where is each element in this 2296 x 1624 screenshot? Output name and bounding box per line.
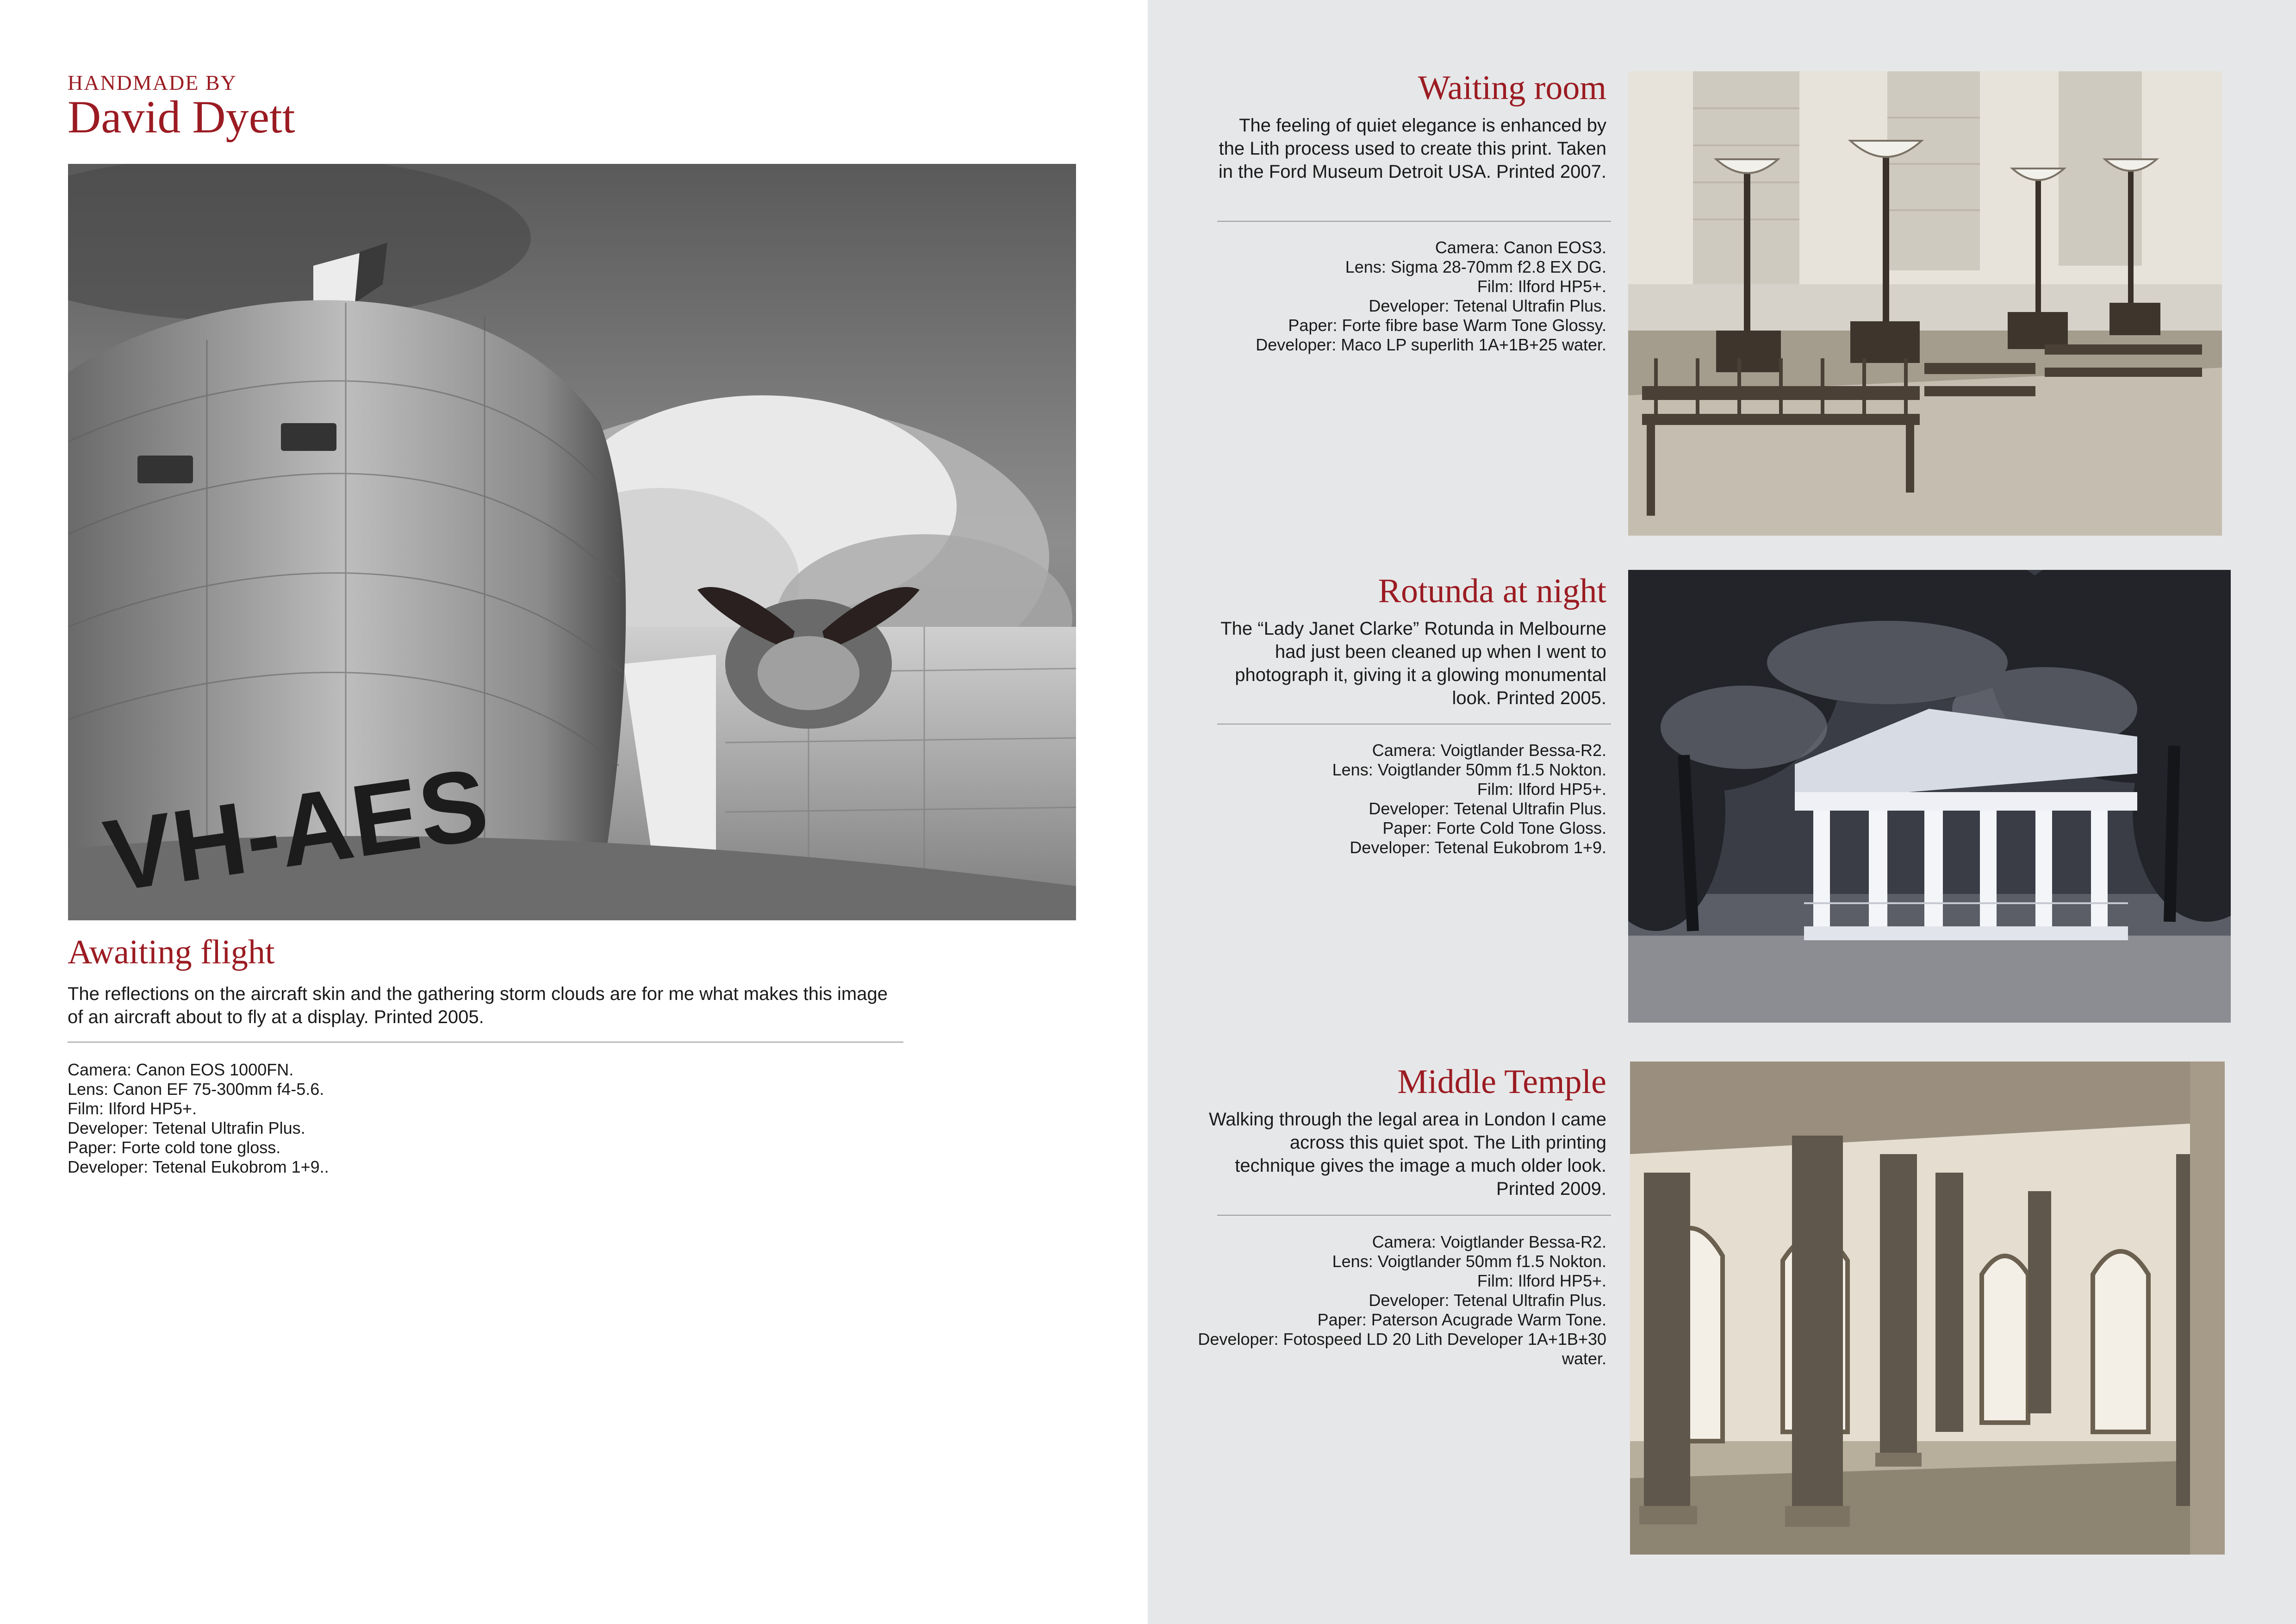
spec-line: Film: Ilford HP5+.: [68, 1099, 197, 1118]
awaiting-flight-photo: [68, 164, 1076, 920]
spec-line: Developer: Tetenal Ultrafin Plus.: [1369, 1291, 1606, 1310]
spec-line: Paper: Forte fibre base Warm Tone Glossy.: [1288, 316, 1606, 335]
spec-line: Lens: Canon EF 75-300mm f4-5.6.: [68, 1080, 324, 1099]
specs-middle-temple: [1190, 1232, 1606, 1368]
author-name: David Dyett: [68, 91, 295, 143]
divider: [1217, 1215, 1611, 1216]
spec-line: Film: Ilford HP5+.: [1477, 780, 1606, 799]
header-kicker: HANDMADE BY: [68, 71, 237, 94]
article-title-awaiting-flight: Awaiting flight: [68, 933, 275, 971]
spec-line: Camera: Canon EOS 1000FN.: [68, 1060, 294, 1079]
spec-line: Lens: Voigtlander 50mm f1.5 Nokton.: [1332, 1252, 1606, 1271]
divider: [68, 1042, 903, 1043]
article-description-rotunda-at-night: The “Lady Janet Clarke” Rotunda in Melbourne had just been cleaned up when I went to photograph it, giving it a glowing monumental look. Printed 2005.: [1220, 618, 1606, 708]
spec-line: Developer: Tetenal Eukobrom 1+9..: [68, 1157, 329, 1176]
specs-waiting-room: [1190, 238, 1606, 355]
article-description-awaiting-flight: The reflections on the aircraft skin and the gathering storm clouds are for me what makes this image of an aircraft about to fly at a display. Printed 2005.: [68, 984, 888, 1027]
article-title-rotunda-at-night: Rotunda at night: [1378, 572, 1606, 610]
spec-line: Paper: Paterson Acugrade Warm Tone.: [1317, 1310, 1606, 1329]
waiting-room-photo: [1628, 71, 2222, 536]
article-description-middle-temple: Walking through the legal area in London I came across this quiet spot. The Lith printing technique gives the image a much older look. Printed 2009.: [1208, 1109, 1606, 1199]
specs-rotunda-at-night: [1190, 741, 1606, 857]
article-title-middle-temple: Middle Temple: [1397, 1063, 1606, 1101]
spec-line: Film: Ilford HP5+.: [1477, 1271, 1606, 1290]
spec-line: Film: Ilford HP5+.: [1477, 277, 1606, 296]
article-title-waiting-room: Waiting room: [1418, 69, 1606, 107]
spec-line: Developer: Maco LP superlith 1A+1B+25 water.: [1256, 335, 1606, 354]
spec-line: Paper: Forte Cold Tone Gloss.: [1382, 818, 1606, 837]
spec-line: Camera: Voigtlander Bessa-R2.: [1372, 741, 1606, 760]
spec-line: Developer: Tetenal Ultrafin Plus.: [1369, 296, 1606, 315]
aircraft-registration-text: VH-AES: [98, 747, 495, 913]
rotunda-at-night-photo: [1628, 570, 2231, 1023]
spec-line: Developer: Tetenal Ultrafin Plus.: [68, 1118, 305, 1137]
spec-line: Camera: Voigtlander Bessa-R2.: [1372, 1232, 1606, 1251]
spec-line: Developer: Tetenal Eukobrom 1+9.: [1350, 838, 1606, 857]
spec-line: Lens: Sigma 28-70mm f2.8 EX DG.: [1345, 257, 1606, 276]
spec-line: Developer: Fotospeed LD 20 Lith Developer 1A+1B+30 water.: [1198, 1330, 1606, 1368]
specs-awaiting-flight: [68, 1060, 329, 1177]
spec-line: Developer: Tetenal Ultrafin Plus.: [1369, 799, 1606, 818]
article-description-waiting-room: The feeling of quiet elegance is enhanced by the Lith process used to create this print. Taken in the Ford Museum Detroit USA. Printed 2007.: [1218, 115, 1606, 182]
spec-line: Camera: Canon EOS3.: [1435, 238, 1606, 257]
middle-temple-photo: [1630, 1062, 2225, 1555]
spec-line: Lens: Voigtlander 50mm f1.5 Nokton.: [1332, 760, 1606, 779]
spec-line: Paper: Forte cold tone gloss.: [68, 1138, 281, 1157]
divider: [1217, 221, 1611, 222]
divider: [1217, 724, 1611, 725]
